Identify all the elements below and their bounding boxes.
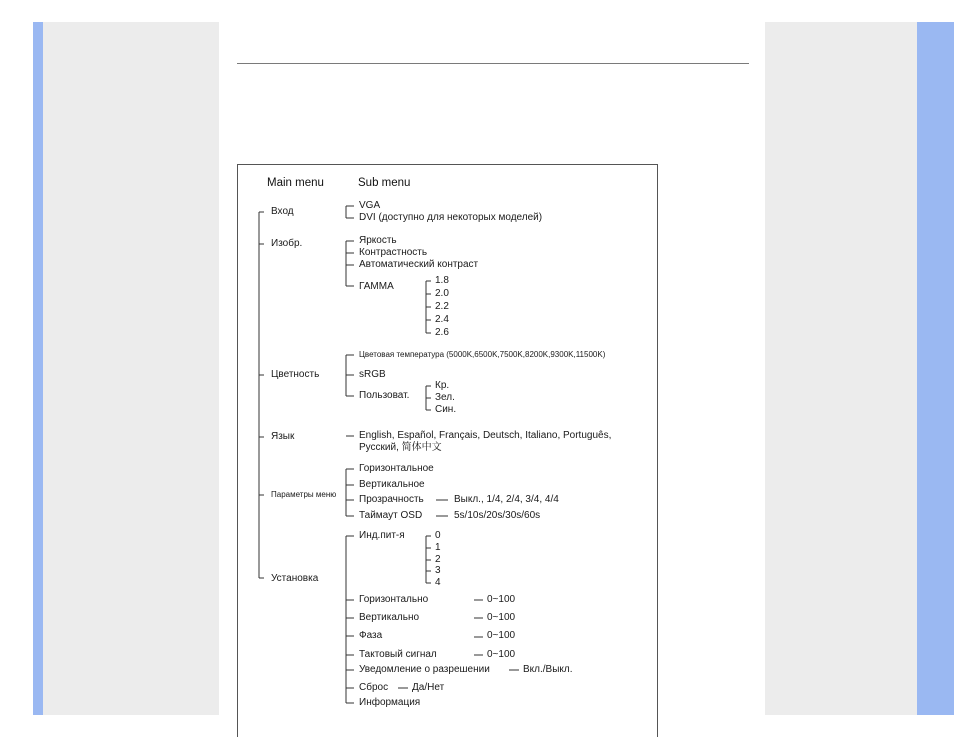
main-menu-heading: Main menu [267,177,324,189]
power-led-value: 1 [435,542,441,553]
submenu-osd-horizontal: Горизонтальное [359,463,434,474]
reset-values: Да/Нет [412,682,445,693]
power-led-value: 2 [435,554,441,565]
v-position-range: 0~100 [487,612,516,623]
language-list-line2: Русский, 简体中文 [359,442,442,453]
color-channel: Син. [435,404,457,415]
menu-item-color: Цветность [271,369,320,380]
submenu-color-temperature: Цветовая температура (5000K,6500K,7500K,8200K,9300K,11500K) [359,350,606,359]
gamma-value: 2.2 [435,301,449,312]
submenu-phase: Фаза [359,630,383,641]
menu-item-input: Вход [271,206,294,217]
osd-timeout-values: 5s/10s/20s/30s/60s [454,510,541,521]
gamma-value: 2.0 [435,288,449,299]
osd-menu-tree [237,164,658,737]
gamma-value: 2.6 [435,327,449,338]
submenu-osd-timeout: Таймаут OSD [359,510,423,521]
submenu-osd-vertical: Вертикальное [359,479,425,490]
menu-item-picture: Изобр. [271,238,303,249]
resolution-notice-values: Вкл./Выкл. [523,664,573,675]
menu-item-setup: Установка [271,573,319,584]
submenu-information: Информация [359,697,421,708]
submenu-resolution-notice: Уведомление о разрешении [359,664,490,675]
submenu-dvi: DVI (доступно для некоторых моделей) [359,212,543,223]
submenu-h-position: Горизонтально [359,594,429,605]
submenu-vga: VGA [359,200,381,211]
gamma-value: 1.8 [435,275,449,286]
sub-menu-heading: Sub menu [358,177,411,189]
power-led-value: 0 [435,530,441,541]
submenu-srgb: sRGB [359,369,386,380]
gamma-value: 2.4 [435,314,449,325]
clock-range: 0~100 [487,649,516,660]
menu-item-language: Язык [271,431,295,442]
right-accent-stripe [917,22,954,715]
submenu-power-led: Инд.пит-я [359,530,405,541]
right-margin-panel [765,22,917,715]
submenu-contrast: Контрастность [359,247,428,258]
tree-connector-lines [238,165,658,737]
submenu-reset: Сброс [359,682,389,693]
left-margin-panel [43,22,219,715]
submenu-user-color: Пользоват. [359,390,410,401]
menu-item-osd-settings: Параметры меню [271,490,337,499]
header-divider [237,63,749,64]
submenu-auto-contrast: Автоматический контраст [359,259,479,270]
h-position-range: 0~100 [487,594,516,605]
submenu-brightness: Яркость [359,235,397,246]
color-channel: Кр. [435,380,450,391]
phase-range: 0~100 [487,630,516,641]
submenu-clock: Тактовый сигнал [359,649,437,660]
left-accent-stripe [33,22,43,715]
power-led-value: 4 [435,577,441,588]
power-led-value: 3 [435,565,441,576]
submenu-v-position: Вертикально [359,612,420,623]
color-channel: Зел. [435,392,455,403]
submenu-gamma: ГАММА [359,281,394,292]
transparency-values: Выкл., 1/4, 2/4, 3/4, 4/4 [454,494,559,505]
language-list-line1: English, Español, Français, Deutsch, Italiano, Português, [359,430,612,441]
submenu-transparency: Прозрачность [359,494,424,505]
